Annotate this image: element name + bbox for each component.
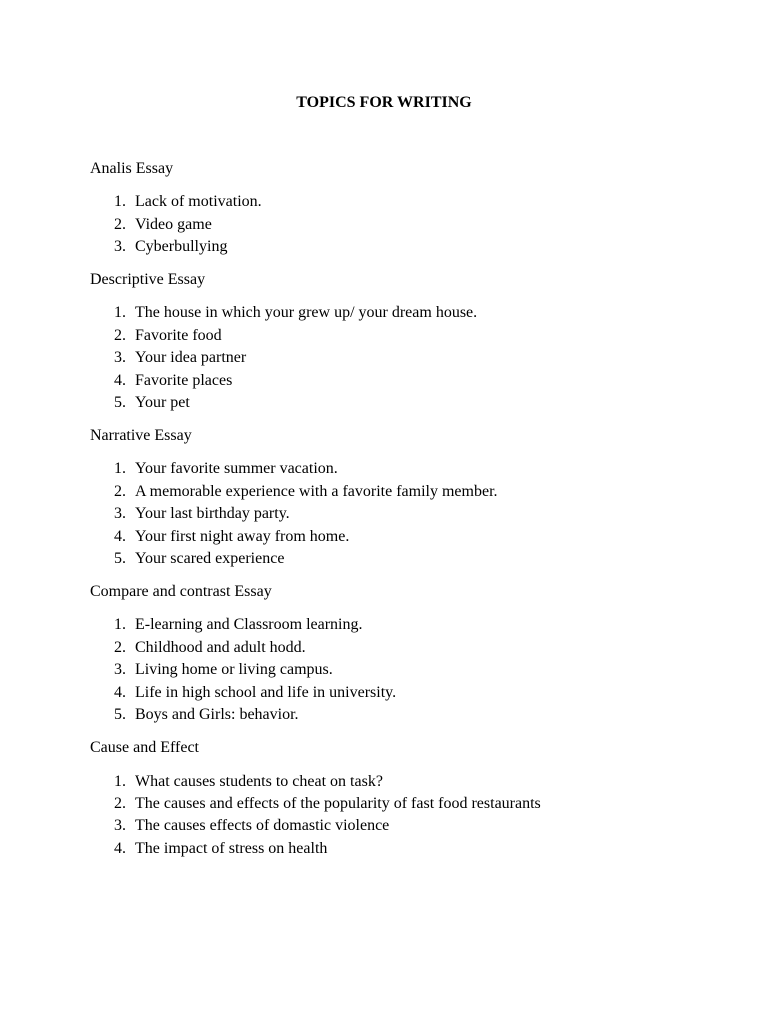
list-item-number: 3. (114, 817, 126, 835)
list-item-number: 2. (114, 326, 126, 344)
list-item (90, 458, 710, 480)
list-item-number: 5. (114, 550, 126, 568)
list-item (90, 236, 710, 258)
section-heading: Compare and contrast Essay (90, 583, 272, 601)
section-heading: Analis Essay (90, 160, 174, 177)
list-item-text: Video game (135, 215, 212, 233)
list-item-number: 2. (114, 482, 126, 500)
list-item-number: 2. (114, 215, 126, 233)
list-item (90, 614, 710, 636)
list-item (90, 191, 710, 213)
list-item-text: Favorite food (135, 326, 222, 344)
list-item-number: 3. (114, 349, 126, 367)
list-item-number: 5. (114, 706, 126, 724)
list-item-text: Childhood and adult hodd. (135, 638, 306, 656)
list-item (90, 503, 710, 525)
list-item-number: 5. (114, 394, 126, 412)
list-item-text: Your scared experience (135, 550, 285, 568)
topic-list (90, 191, 710, 258)
section-descriptive-essay (90, 269, 710, 414)
section-heading: Cause and Effect (90, 739, 199, 757)
list-item-text: Cyberbullying (135, 238, 228, 256)
list-item (90, 682, 710, 704)
section-cause-and-effect (90, 737, 710, 860)
list-item (90, 704, 710, 726)
list-item-number: 2. (114, 638, 126, 656)
topic-list (90, 458, 710, 570)
list-item (90, 838, 710, 860)
list-item-text: Boys and Girls: behavior. (135, 706, 299, 724)
list-item (90, 815, 710, 837)
section-narrative-essay (90, 425, 710, 570)
topic-list (90, 614, 710, 726)
list-item-number: 4. (114, 527, 126, 545)
list-item-number: 4. (114, 683, 126, 701)
topic-list (90, 771, 710, 861)
list-item-number: 1. (114, 772, 126, 790)
list-item-number: 1. (114, 193, 126, 211)
list-item (90, 637, 710, 659)
section-compare-contrast-essay (90, 581, 710, 726)
list-item-text: The impact of stress on health (135, 839, 328, 857)
list-item-number: 1. (114, 304, 126, 322)
list-item-text: Favorite places (135, 371, 233, 389)
list-item-number: 2. (114, 794, 126, 812)
list-item (90, 481, 710, 503)
list-item (90, 793, 710, 815)
document-content (90, 158, 710, 871)
list-item-number: 4. (114, 839, 126, 857)
section-heading: Narrative Essay (90, 427, 192, 445)
list-item-number: 4. (114, 371, 126, 389)
list-item (90, 325, 710, 347)
list-item-text: Life in high school and life in university. (135, 683, 397, 701)
list-item (90, 548, 710, 570)
list-item (90, 370, 710, 392)
list-item-text: The causes effects of domastic violence (135, 817, 390, 835)
list-item-text: Living home or living campus. (135, 661, 333, 679)
list-item-text: Your last birthday party. (135, 505, 290, 523)
list-item-text: A memorable experience with a favorite family member. (135, 482, 498, 500)
list-item-number: 3. (114, 238, 126, 256)
list-item (90, 302, 710, 324)
list-item-number: 3. (114, 661, 126, 679)
list-item (90, 347, 710, 369)
list-item-text: Your pet (135, 394, 190, 412)
list-item-text: Your idea partner (135, 349, 247, 367)
list-item (90, 526, 710, 548)
document-title: TOPICS FOR WRITING (296, 94, 472, 111)
topic-list (90, 302, 710, 414)
list-item-text: What causes students to cheat on task? (135, 772, 383, 790)
list-item (90, 659, 710, 681)
list-item-text: The causes and effects of the popularity of fast food restaurants (135, 794, 541, 812)
section-analis-essay (90, 158, 710, 258)
list-item-text: Lack of motivation. (135, 193, 262, 211)
list-item-number: 1. (114, 460, 126, 478)
list-item-text: The house in which your grew up/ your dream house. (135, 304, 478, 322)
list-item-number: 1. (114, 616, 126, 634)
list-item-number: 3. (114, 505, 126, 523)
section-heading: Descriptive Essay (90, 271, 206, 289)
list-item (90, 771, 710, 793)
list-item-text: Your favorite summer vacation. (135, 460, 338, 478)
list-item (90, 214, 710, 236)
list-item-text: E-learning and Classroom learning. (135, 616, 363, 634)
list-item-text: Your first night away from home. (135, 527, 350, 545)
list-item (90, 392, 710, 414)
